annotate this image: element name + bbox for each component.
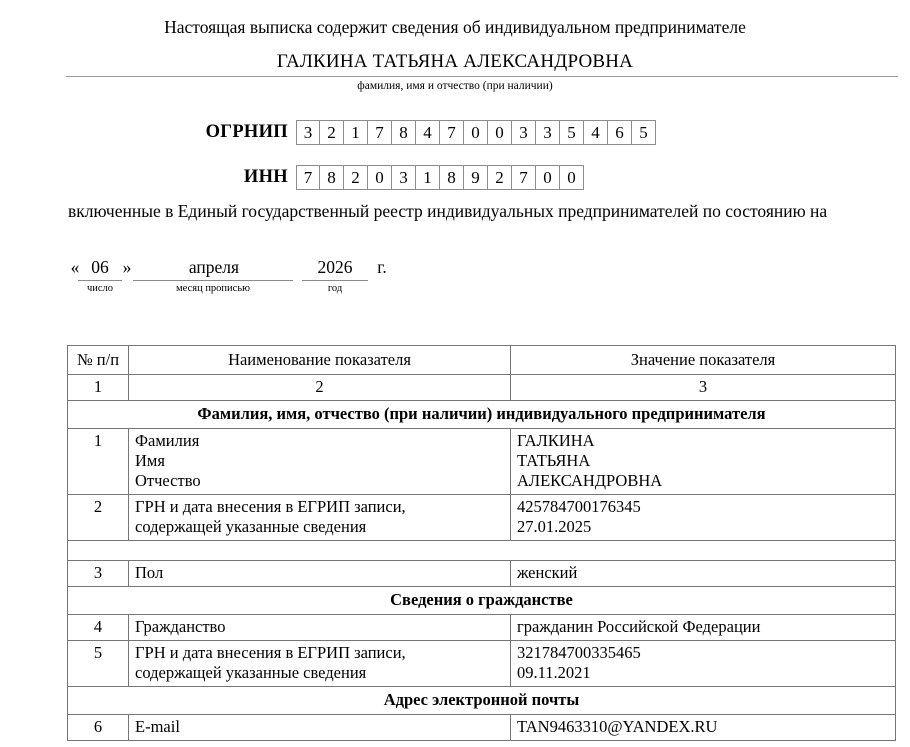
row-indicator-name: E-mail: [129, 715, 511, 741]
year-rule: [302, 280, 368, 281]
digit-cell: 7: [512, 165, 536, 190]
year-caption: год: [327, 283, 343, 294]
date-month: апреля: [188, 257, 240, 277]
row-number: 4: [68, 615, 129, 641]
cell-line: АЛЕКСАНДРОВНА: [517, 471, 663, 490]
section-header-email: [68, 687, 896, 715]
year-suffix: г.: [377, 257, 387, 277]
digit-cell: 5: [632, 120, 656, 145]
digit-cell: 0: [464, 120, 488, 145]
table-row: [68, 641, 896, 687]
date-year: 2026: [317, 257, 353, 277]
digit-cell: 0: [560, 165, 584, 190]
section-header-name: [68, 401, 896, 429]
cell-line: Отчество: [135, 471, 201, 490]
included-statement: включенные в Единый государственный реестр индивидуальных предпринимателей по состоянию на: [68, 201, 828, 221]
table-row: [68, 429, 896, 495]
date-day: 06: [91, 257, 109, 277]
digit-cell: 8: [320, 165, 344, 190]
digit-cell: 9: [464, 165, 488, 190]
section-header-citizenship-label: Сведения о гражданстве: [68, 587, 896, 615]
row-indicator-name: Пол: [129, 561, 511, 587]
month-rule: [133, 280, 293, 281]
day-rule: [78, 280, 122, 281]
digit-cell: 3: [512, 120, 536, 145]
digit-cell: 7: [440, 120, 464, 145]
cell-line: 27.01.2025: [517, 517, 592, 536]
digit-cell: 4: [584, 120, 608, 145]
row-indicator-name: [129, 429, 511, 495]
table-row: [68, 561, 896, 587]
cell-line: содержащей указанные сведения: [135, 517, 367, 536]
digit-cell: 5: [560, 120, 584, 145]
registry-table: [67, 345, 896, 741]
digit-cell: 2: [488, 165, 512, 190]
digit-cell: 3: [392, 165, 416, 190]
digit-cell: 7: [368, 120, 392, 145]
digit-cell: 1: [416, 165, 440, 190]
cell-line: 321784700335465: [517, 643, 641, 662]
row-indicator-value: [511, 495, 896, 541]
name-underline-rule: [66, 76, 898, 77]
digit-cell: 4: [416, 120, 440, 145]
quote-close: »: [122, 257, 132, 277]
header-cell-indicator-value: Значение показателя: [511, 346, 896, 375]
inn-digit-boxes: [296, 165, 584, 190]
digit-cell: 0: [488, 120, 512, 145]
section-header-citizenship: [68, 587, 896, 615]
table-column-numbering-row: [68, 375, 896, 401]
row-indicator-value: женский: [511, 561, 896, 587]
row-indicator-name: [129, 495, 511, 541]
row-number: 5: [68, 641, 129, 687]
row-number: 6: [68, 715, 129, 741]
subject-full-name: ГАЛКИНА ТАТЬЯНА АЛЕКСАНДРОВНА: [276, 51, 634, 72]
digit-cell: 2: [320, 120, 344, 145]
digit-cell: 8: [392, 120, 416, 145]
intro-statement: Настоящая выписка содержит сведения об индивидуальном предпринимателе: [164, 17, 746, 37]
table-spacer-row: [68, 541, 896, 561]
row-indicator-value: гражданин Российской Федерации: [511, 615, 896, 641]
cell-line: 425784700176345: [517, 497, 641, 516]
section-header-email-label: Адрес электронной почты: [68, 687, 896, 715]
header-cell-number: № п/п: [68, 346, 129, 375]
row-number: 3: [68, 561, 129, 587]
digit-cell: 2: [344, 165, 368, 190]
cell-line: Фамилия: [135, 431, 200, 450]
quote-open: «: [70, 257, 80, 277]
digit-cell: 3: [296, 120, 320, 145]
cell-line: ТАТЬЯНА: [517, 451, 591, 470]
row-indicator-name: Гражданство: [129, 615, 511, 641]
inn-row: [0, 164, 910, 190]
row-indicator-name: [129, 641, 511, 687]
digit-cell: 3: [536, 120, 560, 145]
digit-cell: 8: [440, 165, 464, 190]
section-header-name-label: Фамилия, имя, отчество (при наличии) индивидуального предпринимателя: [68, 401, 896, 429]
row-number: 1: [68, 429, 129, 495]
digit-cell: 1: [344, 120, 368, 145]
cell-line: ГРН и дата внесения в ЕГРИП записи,: [135, 643, 406, 662]
name-field-caption: фамилия, имя и отчество (при наличии): [357, 80, 553, 92]
column-number-3: 3: [511, 375, 896, 401]
ogrnip-digit-boxes: [296, 120, 656, 145]
table-header-row: [68, 346, 896, 375]
digit-cell: 6: [608, 120, 632, 145]
spacer-cell: [68, 541, 896, 561]
column-number-2: 2: [129, 375, 511, 401]
cell-line: ГАЛКИНА: [517, 431, 595, 450]
digit-cell: 7: [296, 165, 320, 190]
cell-line: Имя: [135, 451, 165, 470]
day-caption: число: [86, 283, 114, 294]
as-of-date-line: [68, 255, 568, 299]
cell-line: 09.11.2021: [517, 663, 591, 682]
cell-line: содержащей указанные сведения: [135, 663, 367, 682]
digit-cell: 0: [536, 165, 560, 190]
cell-line: ГРН и дата внесения в ЕГРИП записи,: [135, 497, 406, 516]
ogrnip-label: ОГРНИП: [205, 121, 288, 142]
row-indicator-value: [511, 641, 896, 687]
column-number-1: 1: [68, 375, 129, 401]
table-row: [68, 715, 896, 741]
month-caption: месяц прописью: [176, 283, 250, 294]
header-cell-indicator-name: Наименование показателя: [129, 346, 511, 375]
inn-label: ИНН: [243, 166, 288, 187]
table-row: [68, 495, 896, 541]
row-indicator-value: TAN9463310@YANDEX.RU: [511, 715, 896, 741]
row-number: 2: [68, 495, 129, 541]
digit-cell: 0: [368, 165, 392, 190]
row-indicator-value: [511, 429, 896, 495]
table-row: [68, 615, 896, 641]
ogrnip-row: [0, 119, 910, 145]
